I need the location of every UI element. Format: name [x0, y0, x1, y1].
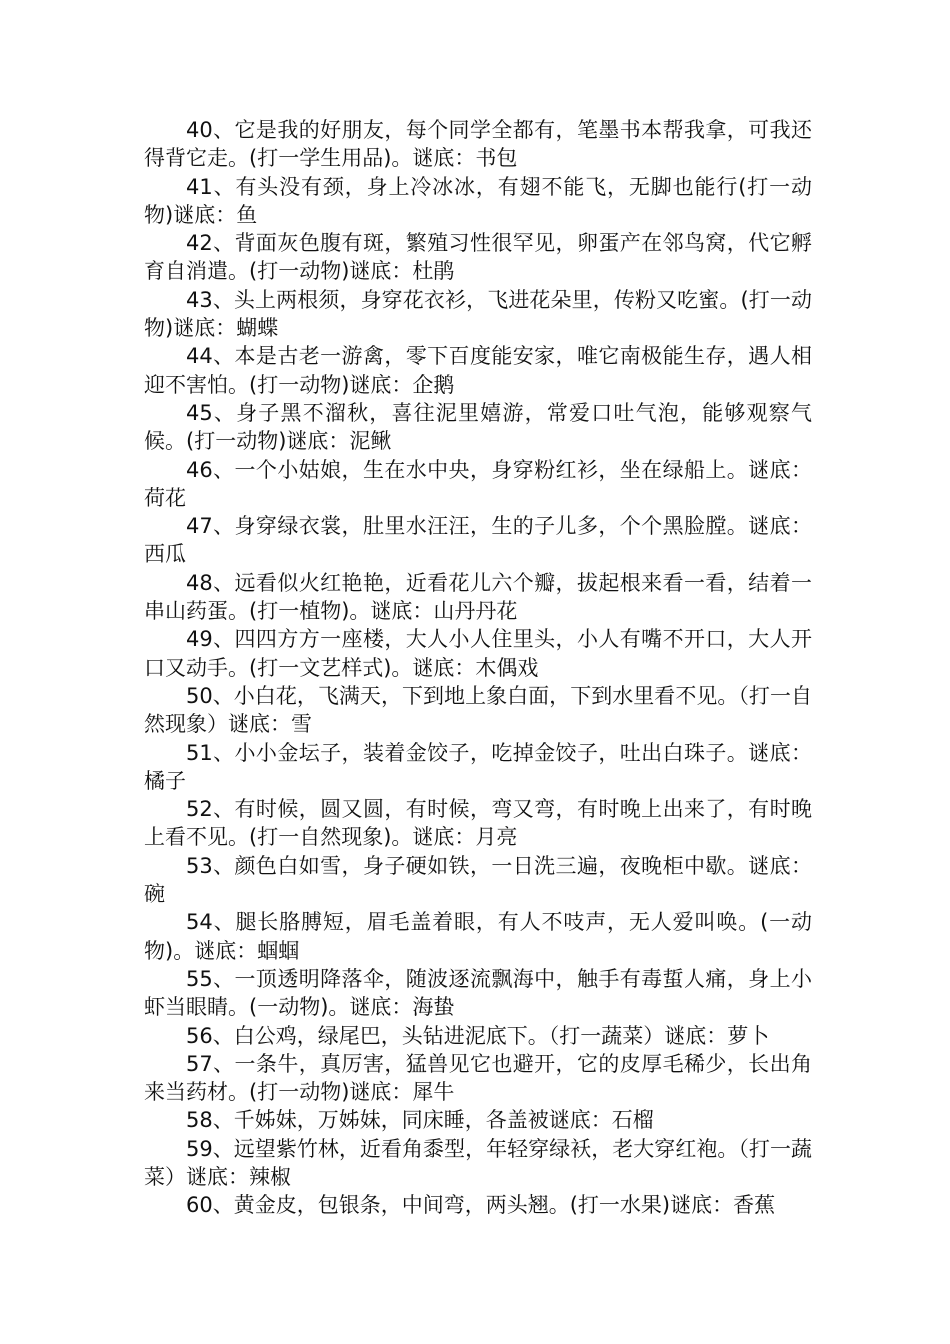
riddle-item: 52、有时候，圆又圆，有时候，弯又弯，有时晚上出来了，有时晚上看不见。(打一自然现象)。谜底：月亮	[144, 797, 812, 850]
riddle-item: 56、白公鸡，绿尾巴，头钻进泥底下。（打一蔬菜）谜底：萝卜	[186, 1023, 770, 1048]
riddle-item: 49、四四方方一座楼，大人小人住里头，小人有嘴不开口，大人开口又动手。(打一文艺样式)。谜底：木偶戏	[144, 627, 812, 680]
riddle-item: 60、黄金皮，包银条，中间弯，两头翘。(打一水果)谜底：香蕉	[186, 1193, 776, 1218]
riddle-item: 45、身子黑不溜秋，喜往泥里嬉游，常爱口吐气泡，能够观察气候。(打一动物)谜底：泥鳅	[144, 400, 812, 454]
riddle-item: 43、头上两根须，身穿花衣衫，飞进花朵里，传粉又吃蜜。(打一动物)谜底：蝴蝶	[144, 287, 812, 341]
riddle-item: 47、身穿绿衣裳，肚里水汪汪，生的子儿多，个个黑脸膛。谜底：西瓜	[144, 514, 812, 567]
riddle-item: 53、颜色白如雪，身子硬如铁，一日洗三遍，夜晚柜中歇。谜底：碗	[144, 853, 812, 907]
riddle-item: 42、背面灰色腹有斑，繁殖习性很罕见，卵蛋产在邻鸟窝，代它孵育自消遣。(打一动物)谜底：杜鹃	[144, 231, 812, 284]
riddle-list	[144, 116, 812, 1220]
riddle-item: 54、腿长胳膊短，眉毛盖着眼，有人不吱声，无人爱叫唤。(一动物)。谜底：蝈蝈	[144, 910, 812, 963]
riddle-item: 46、一个小姑娘，生在水中央，身穿粉红衫，坐在绿船上。谜底：荷花	[144, 457, 812, 510]
riddle-item: 57、一条牛，真厉害，猛兽见它也避开，它的皮厚毛稀少，长出角来当药材。(打一动物)谜底：犀牛	[144, 1051, 812, 1105]
riddle-item: 48、远看似火红艳艳，近看花儿六个瓣，拔起根来看一看，结着一串山药蛋。(打一植物)。谜底：山丹丹花	[144, 570, 812, 624]
riddle-item: 44、本是古老一游禽，零下百度能安家，唯它南极能生存，遇人相迎不害怕。(打一动物)谜底：企鹅	[144, 344, 812, 397]
riddle-item: 55、一顶透明降落伞，随波逐流飘海中，触手有毒蜇人痛，身上小虾当眼睛。(一动物)。谜底：海蛰	[144, 966, 812, 1020]
riddle-item: 41、有头没有颈，身上冷冰冰，有翅不能飞，无脚也能行(打一动物)谜底：鱼	[144, 174, 812, 227]
riddle-item: 51、小小金坛子，装着金饺子，吃掉金饺子，吐出白珠子。谜底：橘子	[144, 740, 812, 793]
riddle-item: 59、远望紫竹林，近看角黍型，年轻穿绿袄，老大穿红袍。（打一蔬菜）谜底：辣椒	[144, 1136, 812, 1189]
riddle-item: 58、千姊妹，万姊妹，同床睡，各盖被谜底：石榴	[186, 1108, 654, 1133]
riddle-item: 50、小白花，飞满天，下到地上象白面，下到水里看不见。（打一自然现象）谜底：雪	[144, 683, 812, 737]
riddle-item: 40、它是我的好朋友，每个同学全都有，笔墨书本帮我拿，可我还得背它走。(打一学生用品)。谜底：书包	[144, 118, 812, 171]
